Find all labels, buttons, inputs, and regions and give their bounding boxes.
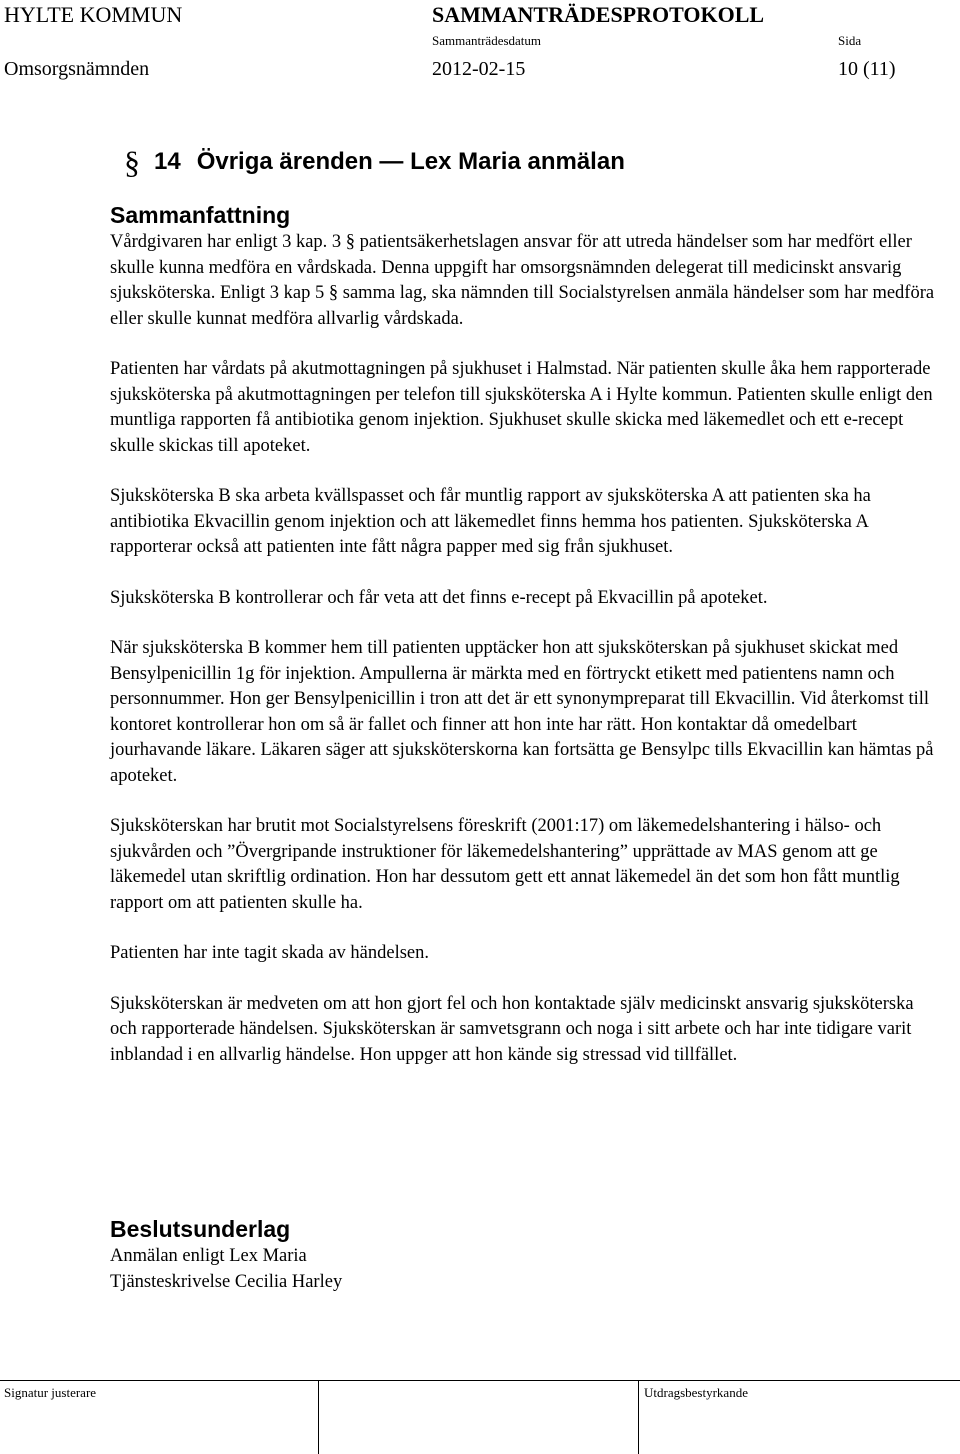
document-type: SAMMANTRÄDESPROTOKOLL <box>432 2 765 27</box>
date-label: Sammanträdesdatum <box>432 33 542 48</box>
decision-basis-item: Anmälan enligt Lex Maria <box>110 1246 307 1266</box>
decision-basis-item: Tjänsteskrivelse Cecilia Harley <box>110 1271 343 1292</box>
decision-basis-heading: Beslutsunderlag <box>110 1216 291 1242</box>
summary-section <box>110 200 940 1068</box>
footer-divider <box>0 1380 960 1381</box>
summary-paragraph: Patienten har vårdats på akutmottagningen på sjukhuset i Halmstad. När patienten skulle åka hem rapporterade sjuksköterska på akutmottagningen per telefon till sjuksköterska A i Hylte kommun. Patienten skulle enligt den muntliga rapporten få antibiotika genom injektion. Sjukhuset skulle skicka med läkemedlet och ett e-recept skulle skickas till apoteket. <box>110 359 933 456</box>
summary-heading: Sammanfattning <box>110 202 291 228</box>
summary-paragraph: Sjuksköterska B ska arbeta kvällspasset och får muntlig rapport av sjuksköterska A att patienten ska ha antibiotika Ekvacillin genom injektion och att läkemedlet finns hemma hos patienten. Sjuksköterska A rapporterar också att patienten inte fått några papper med sig från sjukhuset. <box>110 486 871 557</box>
summary-paragraph: När sjuksköterska B kommer hem till patienten upptäcker hon att sjuksköterskan på sjukhuset skickat med Bensylpenicillin 1g för injektion. Ampullerna är märkta med en förtryckt etikett med patientens namn och personnummer. Hon ger Bensylpenicillin i tron att det är ett synonympreparat till Ekvacillin. Vid återkomst till kontoret kontrollerar hon om så är fallet och finner att hon inte har rätt. Hon kontaktar då omedelbart jourhavande läkare. Läkaren säger att sjuksköterskorna kan fortsätta ge Bensylpc tills Ekvacillin kan hämtas på apoteket. <box>110 638 934 786</box>
summary-paragraph: Sjuksköterskan är medveten om att hon gjort fel och hon kontaktade själv medicinskt ansvarig sjuksköterska och rapporterade händelsen. Sjuksköterskan är samvetsgrann och noga i sitt arbete och har inte tidigare varit inblandad i en allvarlig händelse. Hon uppger att hon kände sig stressad vid tillfället. <box>110 993 914 1065</box>
footer-column-divider <box>638 1380 639 1454</box>
footer-column-divider <box>318 1380 319 1454</box>
page-number: 10 (11) <box>838 58 896 80</box>
organization-name: HYLTE KOMMUN <box>4 2 183 27</box>
summary-paragraph: Patienten har inte tagit skada av händelsen. <box>110 943 430 963</box>
section-heading <box>124 144 625 180</box>
section-number: 14 <box>154 148 181 175</box>
page-label: Sida <box>838 33 862 48</box>
meeting-date: 2012-02-15 <box>432 58 526 80</box>
summary-paragraph: Sjuksköterska B kontrollerar och får veta att det finns e-recept på Ekvacillin på apoteket. <box>110 587 768 608</box>
committee-name: Omsorgsnämnden <box>4 58 150 80</box>
section-title: Övriga ärenden — Lex Maria anmälan <box>196 148 625 175</box>
paragraph-sign-icon: § <box>124 144 140 180</box>
summary-paragraph: Sjuksköterskan har brutit mot Socialstyrelsens föreskrift (2001:17) om läkemedelshantering i hälso- och sjukvården och ”Övergripande instruktioner för läkemedelshantering” upprättade av MAS genom att ge läkemedel utan skriftlig ordination. Hon har dessutom gett ett annat läkemedel än det som hon fått muntlig rapport om att patienten skulle ha. <box>110 816 900 913</box>
signature-label: Signatur justerare <box>4 1385 97 1400</box>
summary-paragraph: Vårdgivaren har enligt 3 kap. 3 § patientsäkerhetslagen ansvar för att utreda händelser som har medfört eller skulle kunna medföra en vårdskada. Denna uppgift har omsorgsnämnden delegerat till medicinskt ansvarig sjuksköterska. Enligt 3 kap 5 § samma lag, ska nämnden till Socialstyrelsen anmäla händelser som har medföra eller skulle kunnat medföra allvarlig vårdskada. <box>110 232 935 329</box>
decision-basis-section <box>110 1214 940 1295</box>
certificate-label: Utdragsbestyrkande <box>644 1385 748 1400</box>
